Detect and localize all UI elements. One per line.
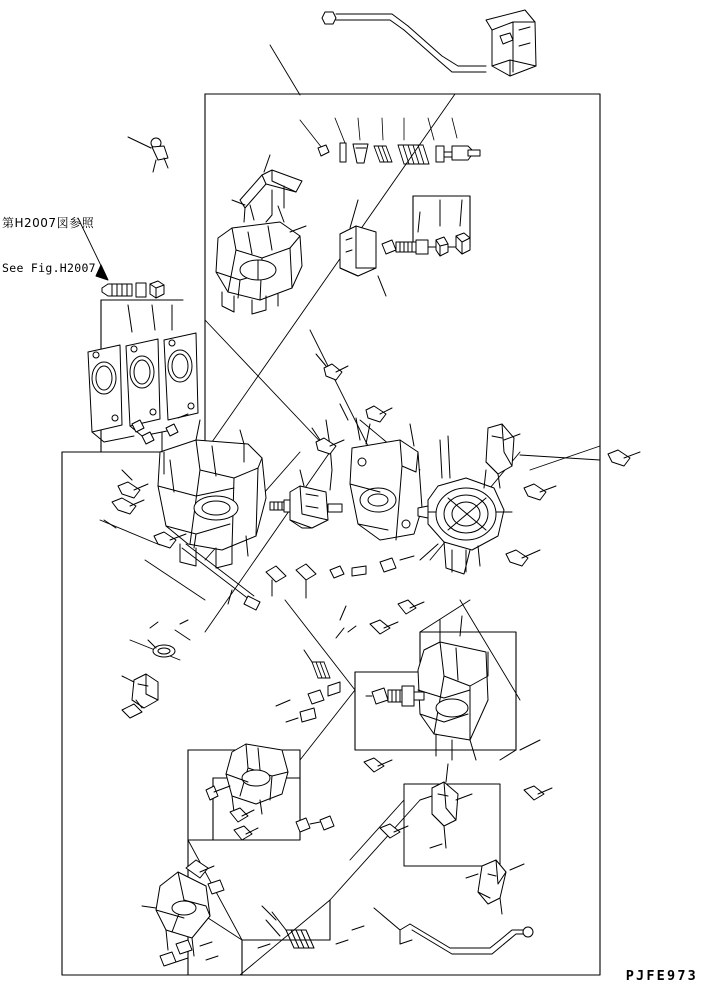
intake-manifold-body [158,420,266,568]
bolt-washer-nut-group [102,281,172,332]
reference-note [2,186,96,306]
bottom-misc-fasteners [176,926,364,962]
reference-note-en: See Fig.H2007 [2,261,96,275]
fuel-pump-detail-group [364,616,552,838]
top-linkage-rod-group [322,10,536,76]
lower-left-carb-detail [206,744,334,840]
upper-left-small-parts [128,137,168,172]
governor-lever-assembly [142,860,224,966]
carburetor-body-upper [216,205,306,314]
throttle-body-venturi [418,424,520,574]
needle-valve-spring-assembly [300,118,480,164]
bottom-right-bracket-group [420,764,524,914]
frame-group [62,94,600,975]
bracket-plug-group [340,200,470,296]
manifold-gasket-group [88,333,198,444]
throttle-lever-group [232,155,302,222]
reference-note-jp: 第H2007図参照 [2,216,95,230]
figure-code: PJFE973 [625,968,698,984]
bottom-coil-spring [262,906,314,948]
fuel-pipe-group [374,908,533,954]
carburetor-gasket-plate [350,418,422,540]
solenoid-valve-group [270,404,348,528]
left-lower-parts-group [122,620,188,718]
